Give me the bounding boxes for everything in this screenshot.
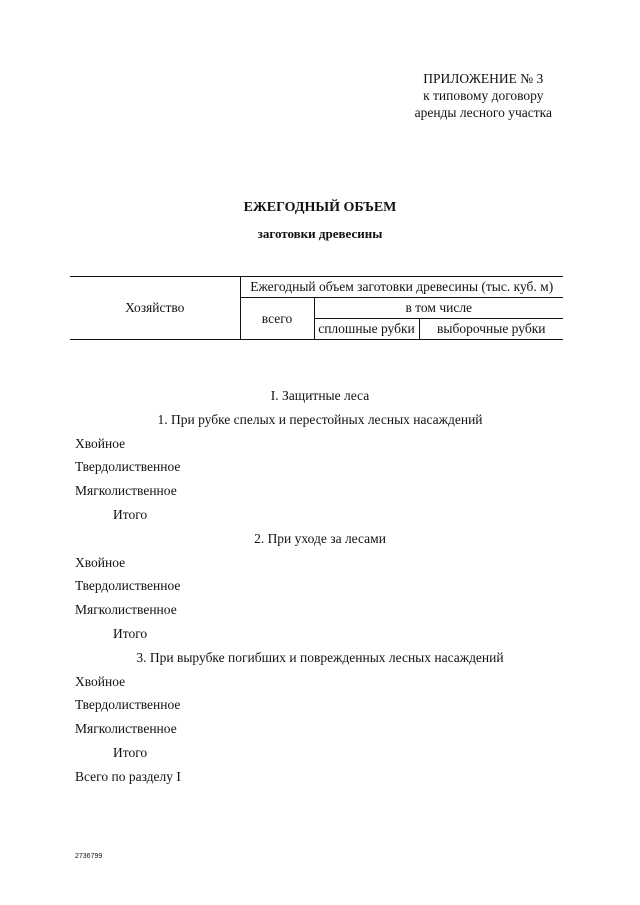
row-label: Мягколиственное (75, 483, 177, 499)
subtotal-label: Итого (113, 744, 148, 760)
appendix-header (415, 70, 552, 121)
col-main: Ежегодный объем заготовки древесины (тыс. куб. м) (240, 277, 563, 298)
row-label: Хвойное (75, 554, 126, 570)
row-label: Мягколиственное (75, 602, 177, 618)
subtotal-label: Итого (113, 506, 148, 522)
col-total: всего (240, 298, 314, 340)
row-label: Хвойное (75, 435, 126, 451)
group-heading: 1. При рубке спелых и перестойных лесных насаждений (157, 411, 483, 427)
col-clear-cutting: сплошные рубки (314, 319, 419, 340)
volume-table-header (70, 276, 563, 340)
section-total-label: Всего по разделу I (75, 768, 181, 784)
document-subtitle: заготовки древесины (257, 226, 383, 241)
appendix-number: ПРИЛОЖЕНИЕ № 3 (423, 71, 544, 86)
col-including: в том числе (314, 298, 563, 319)
row-label: Твердолиственное (75, 578, 181, 594)
col-selective-cutting: выборочные рубки (419, 319, 563, 340)
row-label: Твердолиственное (75, 459, 181, 475)
row-label: Твердолиственное (75, 697, 181, 713)
row-label: Мягколиственное (75, 721, 177, 737)
section-heading: I. Защитные леса (270, 388, 370, 403)
col-farm: Хозяйство (70, 277, 240, 340)
group-heading: 3. При вырубке погибших и поврежденных лесных насаждений (136, 649, 504, 665)
row-label: Хвойное (75, 673, 126, 689)
appendix-reference-2: аренды лесного участка (414, 105, 552, 120)
appendix-reference: к типовому договору (423, 88, 544, 103)
group-heading: 2. При уходе за лесами (254, 530, 386, 546)
document-title: ЕЖЕГОДНЫЙ ОБЪЕМ (243, 200, 397, 215)
subtotal-label: Итого (113, 625, 148, 641)
table-body (75, 384, 565, 789)
document-number: 2736799 (75, 853, 103, 860)
